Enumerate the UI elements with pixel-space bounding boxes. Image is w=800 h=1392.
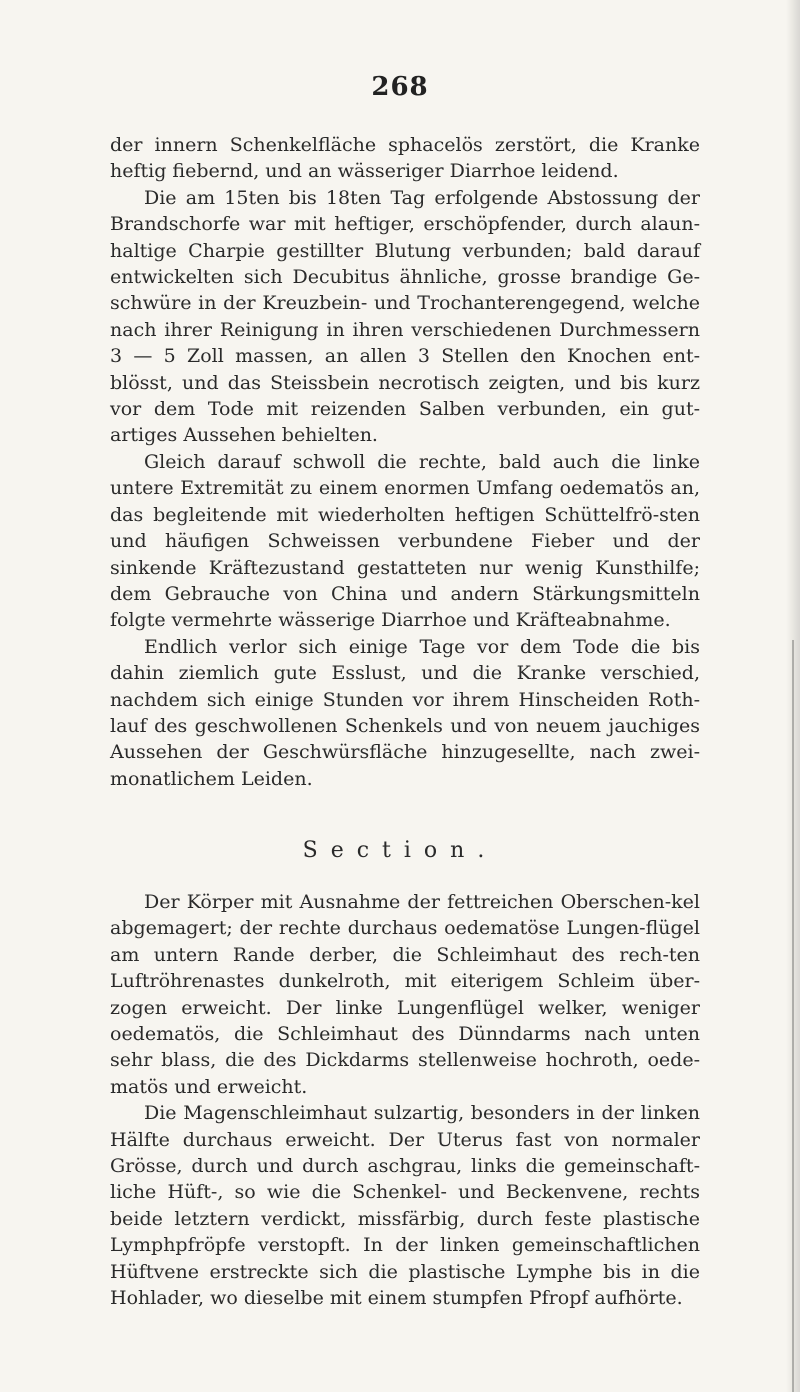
paragraph: Die am 15ten bis 18ten Tag erfolgende Abstossung der Brandschorfe war mit heftiger, erschöpfender, durch alaun-haltige Charpie gestillter Blutung verbunden; bald darauf entwickelten sich Decubitus ähnliche, grosse brandige Ge-schwüre in der Kreuzbein- und Trochanterengegend, welche nach ihrer Reinigung in ihren verschiedenen Durchmessern 3 — 5 Zoll massen, an allen 3 Stellen den Knochen ent-blösst, und das Steissbein necrotisch zeigten, und bis kurz vor dem Tode mit reizenden Salben verbunden, ein gut-artiges Aussehen behielten.	[110, 186, 700, 447]
text-block-bottom	[110, 889, 700, 1312]
page-edge-line	[792, 640, 794, 1392]
page-number: 268	[371, 72, 429, 102]
text-block-top	[110, 132, 700, 792]
section-heading: Section.	[302, 838, 498, 863]
paragraph: Die Magenschleimhaut sulzartig, besonders in der linken Hälfte durchaus erweicht. Der Uterus fast von normaler Grösse, durch und durch aschgrau, links die gemeinschaft-liche Hüft-, so wie die Schenkel- und Beckenvene, rechts beide letztern verdickt, missfärbig, durch feste plastische Lymphpfröpfe verstopft. In der linken gemeinschaftlichen Hüftvene erstreckte sich die plastische Lymphe bis in die Hohlader, wo dieselbe mit einem stumpfen Pfropf aufhörte.	[110, 1102, 700, 1310]
paragraph: Endlich verlor sich einige Tage vor dem Tode die bis dahin ziemlich gute Esslust, und die Kranke verschied, nachdem sich einige Stunden vor ihrem Hinscheiden Roth-lauf des geschwollenen Schenkels und von neuem jauchiges Aussehen der Geschwürsfläche hinzugesellte, nach zwei-monatlichem Leiden.	[110, 635, 700, 790]
paragraph: Der Körper mit Ausnahme der fettreichen Oberschen-kel abgemagert; der rechte durchaus oedematöse Lungen-flügel am untern Rande derber, die Schleimhaut des rech-ten Luftröhrenastes dunkelroth, mit eiterigem Schleim über-zogen erweicht. Der linke Lungenflügel welker, weniger oedematös, die Schleimhaut des Dünndarms nach unten sehr blass, die des Dickdarms stellenweise hochroth, oede-matös und erweicht.	[110, 891, 700, 1098]
paragraph: Gleich darauf schwoll die rechte, bald auch die linke untere Extremität zu einem enormen Umfang oedematös an, das begleitende mit wiederholten heftigen Schüttelfrö-sten und häufigen Schweissen verbundene Fieber und der sinkende Kräftezustand gestatteten nur wenig Kunsthilfe; dem Gebrauche von China und andern Stärkungsmitteln folgte vermehrte wässerige Diarrhoe und Kräfteabnahme.	[110, 450, 700, 632]
paragraph: der innern Schenkelfläche sphacelös zerstört, die Kranke heftig fiebernd, und an wässeriger Diarrhoe leidend.	[110, 134, 700, 183]
